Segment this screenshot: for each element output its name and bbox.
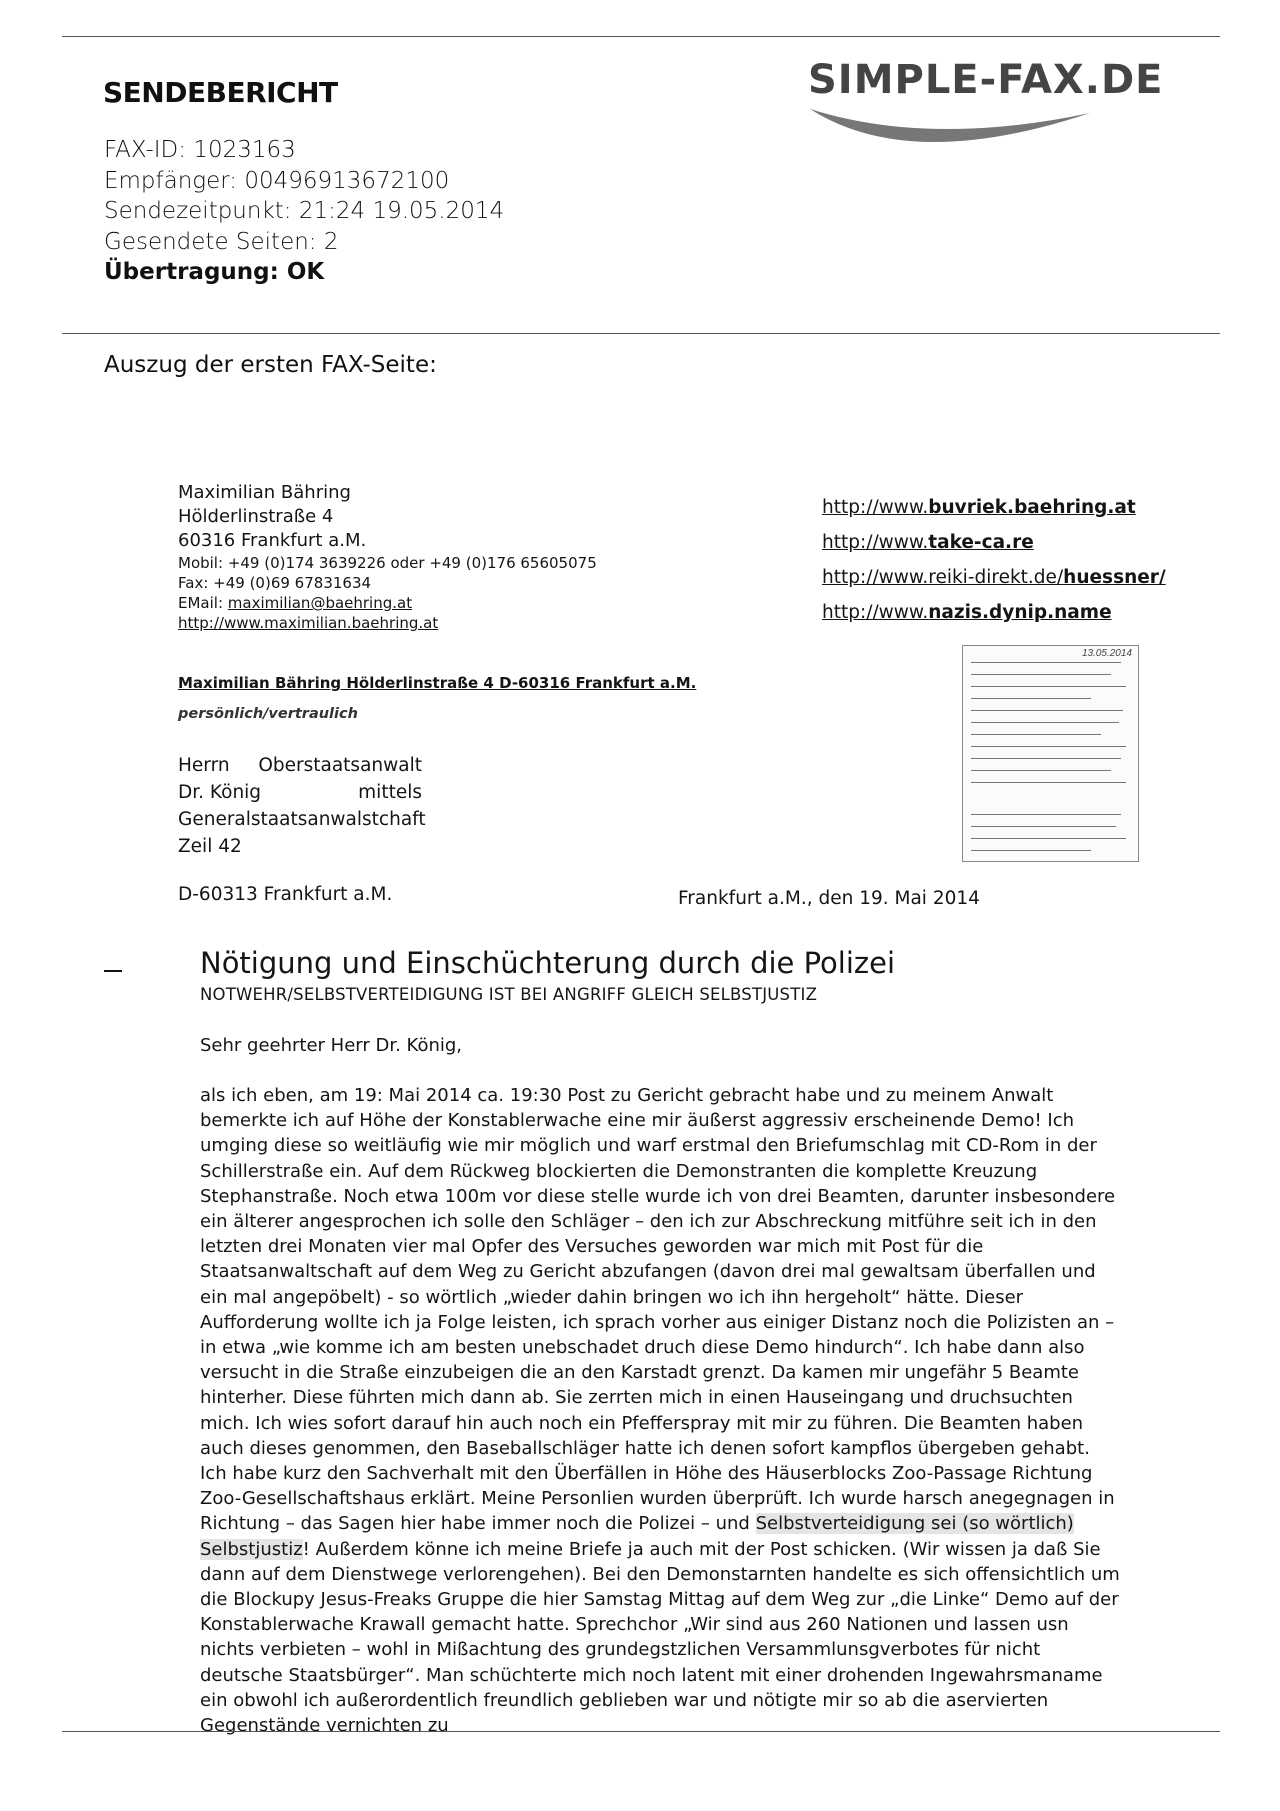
fold-mark: [104, 970, 122, 972]
report-meta: [104, 135, 504, 288]
scanned-document-thumbnail: [962, 645, 1139, 862]
transmission-status: Übertragung: OK: [104, 259, 325, 285]
link-list: [822, 490, 1166, 630]
email-link[interactable]: maximilian@baehring.at: [227, 594, 413, 612]
sender-street: Hölderlinstraße 4: [178, 506, 334, 527]
link-item[interactable]: http://www.reiki-direkt.de/huessner/: [822, 567, 1166, 588]
letter-subtitle: NOTWEHR/SELBSTVERTEIDIGUNG IST BEI ANGRIFF GLEICH SELBSTJUSTIZ: [200, 985, 818, 1004]
letter-subject: Nötigung und Einschüchterung durch die Polizei: [200, 946, 896, 980]
sender-city: 60316 Frankfurt a.M.: [178, 530, 367, 551]
return-address: Maximilian Bähring Hölderlinstraße 4 D-60316 Frankfurt a.M.: [178, 674, 697, 692]
letter-date: Frankfurt a.M., den 19. Mai 2014: [678, 888, 980, 909]
middle-rule: [62, 333, 1220, 334]
send-time: Sendezeitpunkt: 21:24 19.05.2014: [104, 198, 505, 224]
simple-fax-logo: [800, 55, 1200, 165]
sender-mobil: Mobil: +49 (0)174 3639226 oder +49 (0)176 65605075: [178, 554, 597, 572]
letter-body: als ich eben, am 19: Mai 2014 ca. 19:30 Post zu Gericht gebracht habe und zu meinem Anwalt bemerkte ich auf Höhe der Konstablerwache eine mir äußerst aggressiv erscheinende Demo! Ich umging diese so weitläufig wie mir möglich und warf erstmal den Briefumschlag mit CD-Rom in der Schillerstraße ein. Auf dem Rückweg blockierten die Demonstranten die komplette Kreuzung Stephanstraße. Noch etwa 100m vor diese stelle wurde ich von drei Beamten, darunter insbesondere ein älterer angesprochen ich solle den Schläger – den ich zur Abschreckung mitführe seit ich in den letzten drei Monaten vier mal Opfer des Versuches geworden war mich mit Post für die Staatsanwaltschaft auf dem Weg zu Gericht abzufangen (davon drei mal gewaltsam überfallen und ein mal angepöbelt) - so wörtlich „wieder dahin bringen wo ich ihn hergeholt“ hätte. Dieser Aufforderung wollte ich ja Folge leisten, ich sprach vorher aus einiger Distanz noch die Polizisten an – in etwa „wie komme ich am besten unebschadet druch diese Demo hindurch“. Ich habe dann also versucht in die Straße einzubeigen die an den Karstadt grenzt. Da kamen mir ungefähr 5 Beamte hinterher. Diese führten mich dann ab. Sie zerrten mich in einen Hauseingang und druchsuchten mich. Ich wies sofort darauf hin auch noch ein Pfefferspray mit mir zu führen. Die Beamten haben auch dieses genommen, den Baseballschläger hatte ich denen sofort kampflos übergeben gehabt. Ich habe kurz den Sachverhalt mit den Überfällen in Höhe des Häuserblocks Zoo-Passage Richtung Zoo-Gesellschaftshaus erklärt. Meine Personlien wurden überprüft. Ich wurde harsch anegegnagen in Richtung – das Sagen hier habe immer noch die Polizei – und Selbstverteidigung sei (so wörtlich) Selbstjustiz! Außerdem könne ich meine Briefe ja auch mit der Post schicken. (Wir wissen ja daß Sie dann auf dem Dienstwege verlorengehen). Bei den Demonstarnten handelte es sich offensichtlich um die Blockupy Jesus-Freaks Gruppe die hier Samstag Mittag auf dem Weg zur „die Linke“ Demo auf der Konstablerwache Krawall gemacht hatte. Sprechchor „Wir sind aus 260 Nationen und lassen usn nichts verbieten – wohl in Mißachtung des grundegstzlichen Versammlunsgverbotes für nicht deutsche Staatsbürger“. Man schüchterte mich noch latent mit einer drohenden Ingewahrsmaname ein obwohl ich außerordentlich freundlich geblieben war und nötigte mir so ab die aservierten Gegenstände vernichten zu: [200, 1085, 1120, 1737]
logo-text: SIMPLE-FAX.DE: [808, 57, 1164, 103]
link-item[interactable]: http://www.nazis.dynip.name: [822, 602, 1112, 623]
report-title: SENDEBERICHT: [103, 76, 338, 109]
sender-website-link[interactable]: http://www.maximilian.baehring.at: [178, 614, 439, 632]
sender-fax: Fax: +49 (0)69 67831634: [178, 574, 372, 592]
confidential-note: persönlich/vertraulich: [178, 706, 358, 722]
highlighted-text: Selbstverteidigung sei (so wörtlich) Selbstjustiz: [200, 1513, 1074, 1560]
sender-name: Maximilian Bähring: [178, 482, 351, 503]
excerpt-label: Auszug der ersten FAX-Seite:: [104, 352, 437, 378]
link-item[interactable]: http://www.buvriek.baehring.at: [822, 497, 1136, 518]
recipient-number: Empfänger: 00496913672100: [104, 167, 450, 194]
sender-email: EMail: maximilian@baehring.at: [178, 594, 413, 612]
bottom-rule: [62, 1731, 1220, 1732]
addressee-block: Herrn Oberstaatsanwalt Dr. König mittels Generalstaatsanwalstchaft Zeil 42: [178, 755, 426, 857]
letter-salutation: Sehr geehrter Herr Dr. König,: [200, 1035, 463, 1056]
fax-id: FAX-ID: 1023163: [104, 137, 296, 163]
sent-pages: Gesendete Seiten: 2: [104, 228, 339, 255]
addressee-city: D-60313 Frankfurt a.M.: [178, 884, 393, 905]
thumbnail-number: 13.05.2014: [1081, 648, 1132, 659]
top-rule: [62, 36, 1220, 37]
sender-block: [178, 481, 597, 633]
link-item[interactable]: http://www.take-ca.re: [822, 532, 1034, 553]
